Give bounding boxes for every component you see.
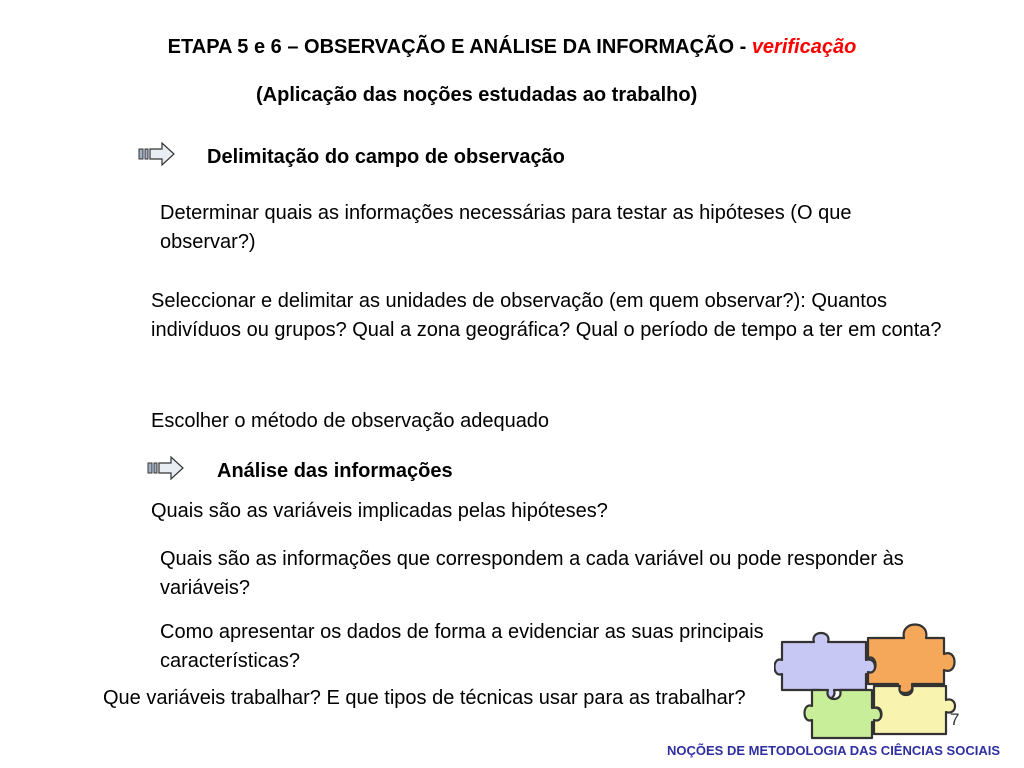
- list-item: Que variáveis trabalhar? E que tipos de técnicas usar para as trabalhar?: [103, 687, 746, 709]
- arrow-right-icon: [147, 456, 185, 480]
- list-item: Como apresentar os dados de forma a evidenciar as suas principais características?: [160, 621, 764, 672]
- list-item: Escolher o método de observação adequado: [151, 410, 550, 432]
- puzzle-pieces-icon: [774, 612, 974, 747]
- list-item: Quais são as informações que correspondem a cada variável ou pode responder às variáveis?: [160, 548, 904, 599]
- slide-title: [0, 36, 1024, 59]
- footer-text: NOÇÕES DE METODOLOGIA DAS CIÊNCIAS SOCIAIS: [667, 743, 1000, 758]
- section-heading-analise: Análise das informações: [217, 460, 453, 482]
- list-item: Quais são as variáveis implicadas pelas hipóteses?: [151, 500, 608, 522]
- list-item: Seleccionar e delimitar as unidades de observação (em quem observar?): Quantos indivíduos ou grupos? Qual a zona geográfica? Qual o período de tempo a ter em conta?: [151, 290, 942, 341]
- slide-title-accent: verificação: [751, 36, 857, 58]
- list-item: Determinar quais as informações necessárias para testar as hipóteses (O que observar?): [160, 202, 852, 253]
- slide-subtitle: (Aplicação das noções estudadas ao trabalho): [256, 84, 698, 106]
- page-number: 7: [950, 710, 960, 729]
- slide-title-main: ETAPA 5 e 6 – OBSERVAÇÃO E ANÁLISE DA INFORMAÇÃO -: [167, 36, 752, 58]
- arrow-right-icon: [138, 142, 176, 166]
- section-heading-delimitacao: Delimitação do campo de observação: [207, 146, 565, 168]
